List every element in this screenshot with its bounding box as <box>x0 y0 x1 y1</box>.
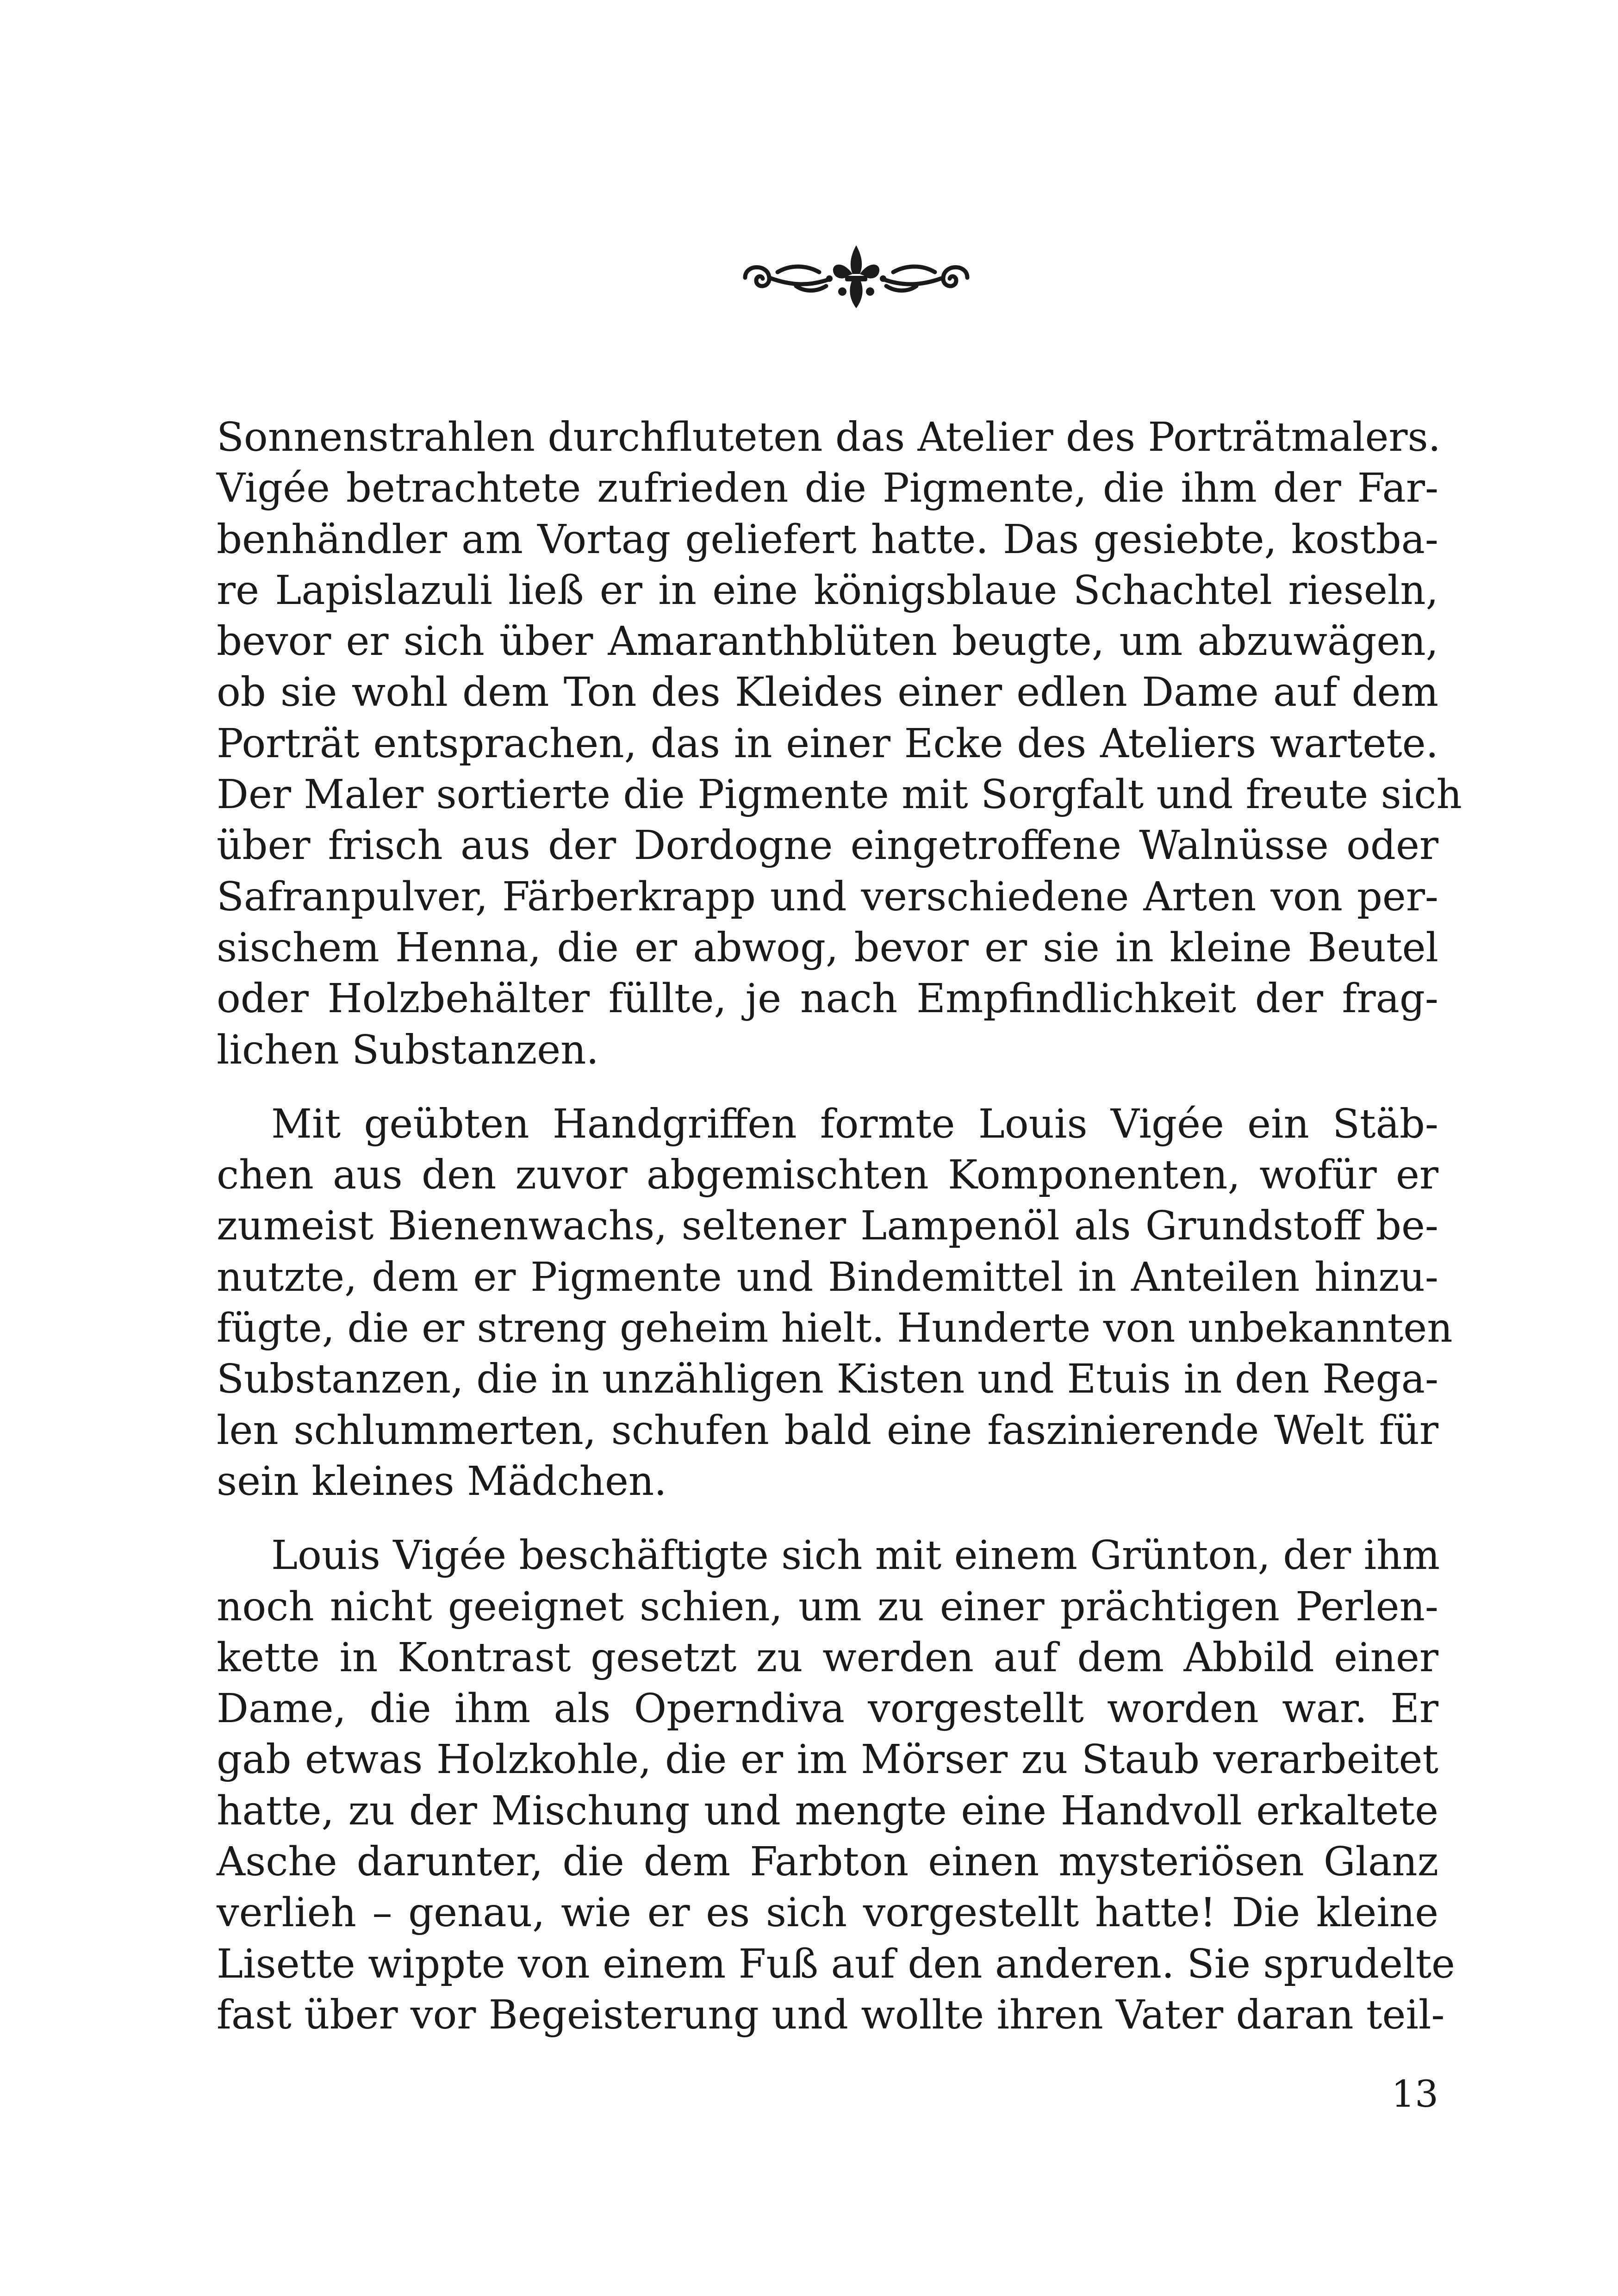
text-line: Substanzen, die in unzähligen Kisten und Etuis in den Rega- <box>217 1356 1438 1403</box>
text-line: Sonnenstrahlen durchfluteten das Atelier des Porträtmalers. <box>217 414 1441 460</box>
text-line: Louis Vigée beschäftigte sich mit einem Grünton, der ihm <box>271 1532 1440 1579</box>
paragraph-1 <box>217 412 1462 1076</box>
text-line: gab etwas Holzkohle, die er im Mörser zu Staub verarbeitet <box>217 1736 1438 1783</box>
paragraph-3 <box>217 1530 1455 2041</box>
text-line: Mit geübten Handgriffen formte Louis Vigée ein Stäb- <box>271 1101 1438 1147</box>
text-line: oder Holzbehälter füllte, je nach Empfindlichkeit der frag- <box>217 976 1438 1022</box>
text-line: Safranpulver, Färberkrapp und verschiedene Arten von per- <box>217 873 1438 920</box>
text-line: zumeist Bienenwachs, seltener Lampenöl als Grundstoff be- <box>217 1203 1438 1250</box>
text-line: Lisette wippte von einem Fuß auf den anderen. Sie sprudelte <box>217 1941 1455 1987</box>
text-line: fügte, die er streng geheim hielt. Hunderte von unbekannten <box>217 1305 1453 1352</box>
text-line: sischem Henna, die er abwog, bevor er sie in kleine Beutel <box>217 924 1438 971</box>
text-line: ob sie wohl dem Ton des Kleides einer edlen Dame auf dem <box>217 669 1438 716</box>
text-line: len schlummerten, schufen bald eine faszinierende Welt für <box>217 1407 1438 1454</box>
text-line: über frisch aus der Dordogne eingetroffene Walnüsse oder <box>217 822 1438 869</box>
fleur-de-lis-scroll-ornament-icon <box>727 231 986 324</box>
body-text <box>217 412 1462 2041</box>
text-line: Vigée betrachtete zufrieden die Pigmente, die ihm der Far- <box>217 465 1438 512</box>
text-line: re Lapislazuli ließ er in eine königsblaue Schachtel rieseln, <box>217 567 1438 614</box>
text-line: Der Maler sortierte die Pigmente mit Sorgfalt und freute sich <box>217 772 1462 818</box>
text-line: sein kleines Mädchen. <box>217 1458 667 1505</box>
text-line: benhändler am Vortag geliefert hatte. Das gesiebte, kostba- <box>217 516 1438 563</box>
text-line: bevor er sich über Amaranthblüten beugte, um abzuwägen, <box>217 618 1438 665</box>
text-line: Porträt entsprachen, das in einer Ecke des Ateliers wartete. <box>217 720 1438 767</box>
text-line: kette in Kontrast gesetzt zu werden auf dem Abbild einer <box>217 1634 1438 1681</box>
page-number: 13 <box>1391 2072 1438 2116</box>
text-line: Asche darunter, die dem Farbton einen mysteriösen Glanz <box>217 1839 1438 1885</box>
paragraph-2 <box>217 1099 1453 1507</box>
text-line: verlieh – genau, wie er es sich vorgestellt hatte! Die kleine <box>217 1890 1438 1936</box>
text-line: nutzte, dem er Pigmente und Bindemittel in Anteilen hinzu- <box>217 1254 1438 1300</box>
text-line: noch nicht geeignet schien, um zu einer prächtigen Perlen- <box>217 1583 1438 1630</box>
text-line: fast über vor Begeisterung und wollte ihren Vater daran teil- <box>217 1991 1445 2038</box>
text-line: hatte, zu der Mischung und mengte eine Handvoll erkaltete <box>217 1787 1438 1834</box>
text-line: chen aus den zuvor abgemischten Komponenten, wofür er <box>217 1152 1438 1199</box>
text-line: Dame, die ihm als Operndiva vorgestellt worden war. Er <box>217 1686 1438 1732</box>
text-line: lichen Substanzen. <box>217 1027 599 1073</box>
